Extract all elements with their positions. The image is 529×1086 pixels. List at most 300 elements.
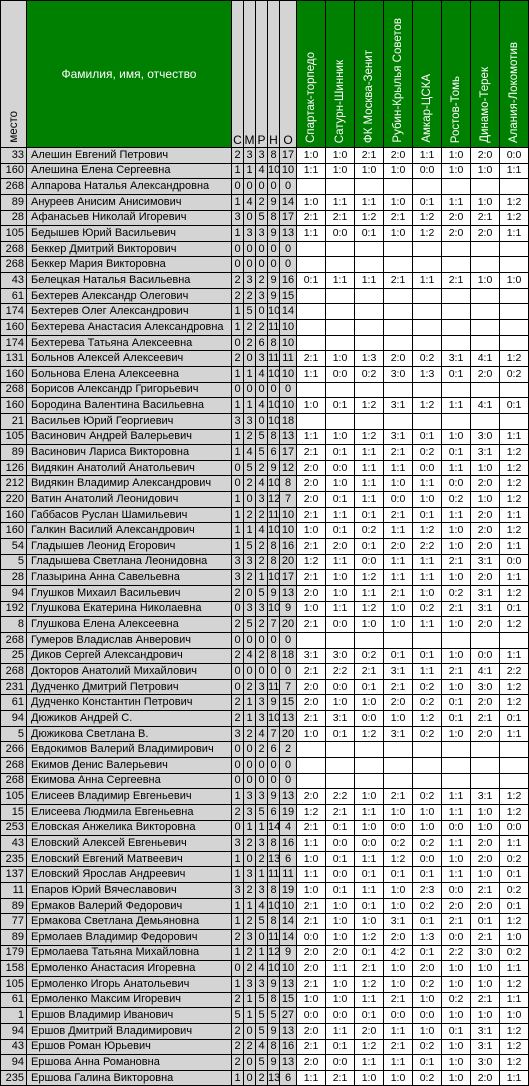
rank-cell: 174: [1, 335, 27, 351]
stat-cell: 14: [280, 194, 297, 210]
stat-cell: 4: [256, 523, 268, 539]
match-cell: [384, 320, 413, 336]
match-cell: 2:0: [297, 961, 326, 977]
table-row: [1, 804, 529, 820]
match-cell: 0:2: [500, 851, 529, 867]
table-row: [1, 523, 529, 539]
match-cell: 1:0: [326, 163, 355, 179]
match-cell: 2:1: [442, 273, 471, 289]
match-cell: 2:0: [384, 148, 413, 164]
stat-cell: 0: [232, 335, 244, 351]
stat-cell: 5: [268, 1008, 280, 1024]
stat-cell: 2: [232, 695, 244, 711]
match-cell: 1:0: [297, 883, 326, 899]
stat-cell: 3: [244, 789, 256, 805]
match-cell: 2:0: [413, 961, 442, 977]
match-cell: 0:0: [384, 820, 413, 836]
stat-cell: 1: [232, 398, 244, 414]
stat-cell: 19: [280, 804, 297, 820]
stat-cell: 9: [268, 1055, 280, 1071]
match-cell: [471, 773, 500, 789]
match-cell: [413, 632, 442, 648]
match-cell: 2:1: [297, 617, 326, 633]
stat-cell: 1: [232, 945, 244, 961]
match-cell: 1:2: [355, 570, 384, 586]
match-cell: 1:1: [413, 554, 442, 570]
match-cell: 2:1: [355, 961, 384, 977]
rank-cell: 77: [1, 914, 27, 930]
rank-cell: 212: [1, 476, 27, 492]
stat-cell: 2: [244, 570, 256, 586]
match-cell: 0:1: [500, 601, 529, 617]
match-cell: 1:0: [355, 820, 384, 836]
table-row: [1, 711, 529, 727]
name-cell: Больнова Елена Алексеевна: [27, 366, 232, 382]
table-row: [1, 1008, 529, 1024]
rank-cell: 268: [1, 757, 27, 773]
stat-cell: 1: [232, 523, 244, 539]
stat-cell: 8: [268, 883, 280, 899]
table-row: [1, 507, 529, 523]
match-cell: [413, 382, 442, 398]
stat-cell: 2: [244, 320, 256, 336]
rank-cell: 61: [1, 695, 27, 711]
stat-cell: 2: [256, 460, 268, 476]
name-cell: Ануреев Анисим Анисимович: [27, 194, 232, 210]
rank-cell: 54: [1, 539, 27, 555]
match-cell: [471, 757, 500, 773]
match-cell: [355, 773, 384, 789]
match-cell: 1:0: [442, 648, 471, 664]
match-cell: 1:0: [413, 585, 442, 601]
match-cell: 0:1: [500, 711, 529, 727]
stat-cell: 4: [244, 194, 256, 210]
match-cell: 1:0: [471, 163, 500, 179]
name-cell: Васинович Андрей Валерьевич: [27, 429, 232, 445]
match-cell: 1:0: [413, 492, 442, 508]
rank-cell: 268: [1, 241, 27, 257]
match-cell: 1:0: [471, 273, 500, 289]
name-cell: Екимов Денис Валерьевич: [27, 757, 232, 773]
match-cell: 1:0: [326, 695, 355, 711]
stat-cell: 0: [244, 773, 256, 789]
match-cell: 1:1: [413, 273, 442, 289]
match-cell: 2:1: [384, 992, 413, 1008]
match-cell: 1:1: [355, 492, 384, 508]
match-cell: [413, 304, 442, 320]
match-cell: 3:0: [384, 366, 413, 382]
match-cell: 1:2: [355, 210, 384, 226]
stat-cell: 3: [244, 601, 256, 617]
table-row: [1, 820, 529, 836]
match-cell: 1:1: [297, 429, 326, 445]
match-cell: 3:0: [471, 1055, 500, 1071]
match-cell: 2:1: [384, 789, 413, 805]
stat-cell: 9: [268, 789, 280, 805]
match-cell: 1:0: [384, 617, 413, 633]
stat-cell: 0: [280, 773, 297, 789]
match-cell: 3:1: [471, 1039, 500, 1055]
match-cell: 2:1: [297, 898, 326, 914]
stat-cell: 1: [244, 366, 256, 382]
match-cell: 0:0: [442, 820, 471, 836]
stat-cell: 10: [268, 366, 280, 382]
match-cell: 1:0: [442, 148, 471, 164]
stat-cell: 9: [280, 945, 297, 961]
match-cell: [442, 413, 471, 429]
match-cell: [384, 757, 413, 773]
table-row: [1, 961, 529, 977]
match-cell: 0:2: [355, 648, 384, 664]
match-cell: 1:0: [442, 523, 471, 539]
stat-cell: 0: [268, 664, 280, 680]
match-cell: 1:2: [500, 679, 529, 695]
table-row: [1, 554, 529, 570]
stat-cell: 10: [280, 320, 297, 336]
stat-cell: 2: [244, 1039, 256, 1055]
stat-cell: 0: [232, 476, 244, 492]
match-cell: 0:1: [326, 851, 355, 867]
match-cell: 0:1: [355, 507, 384, 523]
table-row: [1, 241, 529, 257]
match-cell: 1:0: [471, 492, 500, 508]
stat-cell: 1: [244, 711, 256, 727]
stat-header: Р: [256, 1, 268, 148]
name-cell: Видякин Анатолий Анатольевич: [27, 460, 232, 476]
match-cell: 0:1: [413, 194, 442, 210]
match-cell: [297, 320, 326, 336]
match-cell: 0:1: [384, 648, 413, 664]
match-cell: [355, 757, 384, 773]
stat-cell: 3: [256, 789, 268, 805]
stat-cell: 9: [268, 695, 280, 711]
rank-cell: 11: [1, 883, 27, 899]
match-cell: 0:0: [355, 711, 384, 727]
stat-cell: 2: [232, 648, 244, 664]
stat-cell: 13: [280, 976, 297, 992]
match-cell: 2:1: [326, 804, 355, 820]
match-header: ФК Москва-Зенит: [355, 1, 384, 148]
match-cell: 0:0: [500, 820, 529, 836]
rank-cell: 8: [1, 617, 27, 633]
table-row: [1, 773, 529, 789]
table-row: [1, 617, 529, 633]
stat-cell: 1: [232, 789, 244, 805]
match-cell: [355, 335, 384, 351]
match-cell: 0:1: [413, 1055, 442, 1071]
match-cell: 1:2: [413, 523, 442, 539]
match-cell: 0:0: [326, 836, 355, 852]
match-cell: 3:1: [442, 351, 471, 367]
match-cell: 2:0: [297, 1055, 326, 1071]
table-row: [1, 883, 529, 899]
name-cell: Васильев Юрий Георгиевич: [27, 413, 232, 429]
match-cell: 2:0: [297, 492, 326, 508]
match-cell: 1:1: [384, 1023, 413, 1039]
match-cell: [326, 757, 355, 773]
stat-header: Н: [268, 1, 280, 148]
match-cell: [384, 288, 413, 304]
stat-cell: 0: [244, 664, 256, 680]
match-cell: 2:0: [471, 726, 500, 742]
match-cell: [413, 757, 442, 773]
match-cell: 1:0: [413, 804, 442, 820]
name-cell: Еловский Евгений Матвеевич: [27, 851, 232, 867]
stat-cell: 5: [256, 914, 268, 930]
match-header: Сатурн-Шинник: [326, 1, 355, 148]
match-cell: 1:2: [500, 476, 529, 492]
stat-cell: 8: [268, 539, 280, 555]
stat-cell: 10: [280, 398, 297, 414]
stat-cell: 2: [232, 711, 244, 727]
match-cell: 1:0: [326, 476, 355, 492]
match-cell: 1:0: [297, 851, 326, 867]
match-cell: 2:1: [297, 445, 326, 461]
stat-cell: 2: [256, 320, 268, 336]
match-cell: [326, 632, 355, 648]
match-cell: 0:2: [413, 789, 442, 805]
match-cell: 1:1: [442, 194, 471, 210]
stat-cell: 0: [244, 585, 256, 601]
match-cell: 0:2: [500, 945, 529, 961]
match-cell: 2:1: [384, 210, 413, 226]
stat-cell: 1: [256, 570, 268, 586]
stat-cell: 2: [244, 476, 256, 492]
stat-cell: 1: [232, 366, 244, 382]
stat-cell: 13: [280, 226, 297, 242]
match-cell: 2:1: [297, 820, 326, 836]
match-cell: 2:0: [471, 523, 500, 539]
stat-cell: 0: [244, 351, 256, 367]
match-cell: [500, 288, 529, 304]
match-cell: 2:0: [471, 570, 500, 586]
match-cell: 1:1: [384, 460, 413, 476]
match-header: Рубин-Крылья Советов: [384, 1, 413, 148]
match-cell: 1:2: [355, 1039, 384, 1055]
stat-cell: 9: [268, 976, 280, 992]
match-cell: [297, 382, 326, 398]
name-cell: Бородина Валентина Васильевна: [27, 398, 232, 414]
stat-cell: 1: [232, 507, 244, 523]
match-cell: 3:0: [471, 945, 500, 961]
match-cell: 1:0: [326, 992, 355, 1008]
stat-cell: 3: [256, 601, 268, 617]
stat-cell: 4: [256, 961, 268, 977]
match-cell: 1:1: [500, 507, 529, 523]
rank-cell: 43: [1, 836, 27, 852]
stat-cell: 2: [232, 617, 244, 633]
stat-cell: 5: [256, 445, 268, 461]
table-row: [1, 429, 529, 445]
stat-cell: 4: [244, 648, 256, 664]
stat-cell: 6: [268, 804, 280, 820]
stat-cell: 1: [232, 320, 244, 336]
match-cell: 1:1: [500, 648, 529, 664]
match-cell: [500, 382, 529, 398]
rank-cell: 192: [1, 601, 27, 617]
match-cell: [297, 632, 326, 648]
stat-cell: 20: [280, 726, 297, 742]
match-cell: 1:1: [355, 585, 384, 601]
match-cell: 0:2: [384, 836, 413, 852]
stat-cell: 5: [256, 210, 268, 226]
stat-header: М: [244, 1, 256, 148]
match-cell: 1:0: [500, 273, 529, 289]
stat-cell: 1: [232, 867, 244, 883]
name-cell: Глушков Михаил Васильевич: [27, 585, 232, 601]
stat-cell: 1: [244, 695, 256, 711]
match-cell: 0:0: [442, 476, 471, 492]
match-cell: [355, 413, 384, 429]
stat-cell: 18: [280, 648, 297, 664]
match-cell: 1:0: [442, 163, 471, 179]
match-cell: [442, 288, 471, 304]
name-cell: Ермоленко Анастасия Игоревна: [27, 961, 232, 977]
match-cell: 0:0: [384, 492, 413, 508]
match-cell: 1:1: [297, 163, 326, 179]
stat-cell: 2: [244, 679, 256, 695]
match-cell: 0:1: [355, 1008, 384, 1024]
stat-cell: 10: [268, 570, 280, 586]
stat-cell: 0: [232, 742, 244, 758]
stat-cell: 2: [232, 1055, 244, 1071]
match-cell: 1:1: [355, 804, 384, 820]
rank-cell: 15: [1, 804, 27, 820]
match-cell: 3:0: [471, 429, 500, 445]
stat-cell: 2: [244, 945, 256, 961]
table-row: [1, 914, 529, 930]
match-cell: 3:1: [471, 789, 500, 805]
match-cell: 2:0: [471, 1070, 500, 1086]
rank-cell: 268: [1, 773, 27, 789]
match-cell: 1:2: [500, 1039, 529, 1055]
match-cell: 0:2: [413, 695, 442, 711]
match-cell: 0:0: [355, 554, 384, 570]
match-cell: [297, 179, 326, 195]
rank-cell: 94: [1, 1023, 27, 1039]
name-cell: Алешин Евгений Петрович: [27, 148, 232, 164]
rank-cell: 25: [1, 648, 27, 664]
match-cell: 1:1: [355, 273, 384, 289]
match-cell: 0:1: [326, 726, 355, 742]
match-cell: 1:0: [326, 914, 355, 930]
stat-cell: 0: [268, 632, 280, 648]
match-cell: [471, 632, 500, 648]
match-cell: 1:1: [442, 804, 471, 820]
rank-cell: 28: [1, 210, 27, 226]
match-cell: 1:0: [471, 1008, 500, 1024]
stat-cell: 0: [280, 382, 297, 398]
name-cell: Алпарова Наталья Александровна: [27, 179, 232, 195]
match-cell: 0:0: [413, 163, 442, 179]
stat-cell: 10: [268, 523, 280, 539]
stat-cell: 5: [256, 1023, 268, 1039]
match-cell: 1:2: [413, 711, 442, 727]
stat-cell: 3: [244, 148, 256, 164]
table-row: [1, 1039, 529, 1055]
match-cell: 1:2: [355, 930, 384, 946]
match-cell: 1:1: [442, 867, 471, 883]
match-cell: 0:1: [413, 507, 442, 523]
match-cell: 1:0: [442, 429, 471, 445]
stat-cell: 10: [280, 507, 297, 523]
stat-cell: 9: [268, 288, 280, 304]
match-cell: 2:0: [384, 539, 413, 555]
match-cell: 1:0: [471, 194, 500, 210]
match-cell: 1:1: [500, 570, 529, 586]
match-cell: 1:0: [384, 163, 413, 179]
match-cell: 1:1: [413, 476, 442, 492]
rank-cell: 174: [1, 304, 27, 320]
name-cell: Васинович Лариса Викторовна: [27, 445, 232, 461]
match-cell: 1:2: [297, 804, 326, 820]
stat-cell: 6: [280, 1070, 297, 1086]
match-cell: 4:1: [471, 398, 500, 414]
match-cell: 1:0: [297, 726, 326, 742]
match-cell: [326, 241, 355, 257]
match-cell: 1:1: [384, 570, 413, 586]
stat-cell: 1: [244, 398, 256, 414]
match-cell: [413, 773, 442, 789]
rank-cell: 5: [1, 554, 27, 570]
match-cell: 2:1: [471, 711, 500, 727]
match-cell: 1:1: [355, 883, 384, 899]
rank-cell: 131: [1, 351, 27, 367]
match-cell: 1:2: [500, 1023, 529, 1039]
stat-cell: 0: [280, 632, 297, 648]
stat-cell: 0: [244, 742, 256, 758]
match-cell: [355, 742, 384, 758]
match-cell: [500, 742, 529, 758]
rank-cell: 94: [1, 585, 27, 601]
match-cell: 0:1: [297, 273, 326, 289]
match-cell: 2:0: [471, 539, 500, 555]
stat-cell: 15: [280, 695, 297, 711]
match-cell: 0:2: [442, 585, 471, 601]
stat-cell: 3: [244, 273, 256, 289]
match-cell: 1:1: [326, 507, 355, 523]
stat-cell: 0: [256, 179, 268, 195]
match-cell: 3:1: [297, 648, 326, 664]
name-cell: Дюжиков Андрей С.: [27, 711, 232, 727]
stat-cell: 1: [232, 492, 244, 508]
match-cell: 1:0: [471, 867, 500, 883]
match-cell: [442, 742, 471, 758]
table-row: [1, 945, 529, 961]
stat-cell: 0: [268, 241, 280, 257]
name-cell: Елисеев Владимир Евгеньевич: [27, 789, 232, 805]
table-row: [1, 179, 529, 195]
match-cell: 1:2: [500, 617, 529, 633]
match-cell: [413, 257, 442, 273]
table-row: [1, 851, 529, 867]
match-cell: 0:1: [326, 445, 355, 461]
table-row: [1, 539, 529, 555]
name-cell: Габбасов Руслан Шамильевич: [27, 507, 232, 523]
rank-cell: 89: [1, 930, 27, 946]
match-cell: 1:1: [500, 726, 529, 742]
stat-cell: 0: [256, 241, 268, 257]
table-row: [1, 382, 529, 398]
match-cell: 2:2: [413, 539, 442, 555]
name-cell: Глушкова Екатерина Николаевна: [27, 601, 232, 617]
match-cell: 1:0: [355, 1070, 384, 1086]
match-cell: [355, 632, 384, 648]
match-cell: [326, 773, 355, 789]
rank-cell: 1: [1, 1008, 27, 1024]
match-cell: 2:2: [442, 945, 471, 961]
match-cell: 2:1: [297, 976, 326, 992]
